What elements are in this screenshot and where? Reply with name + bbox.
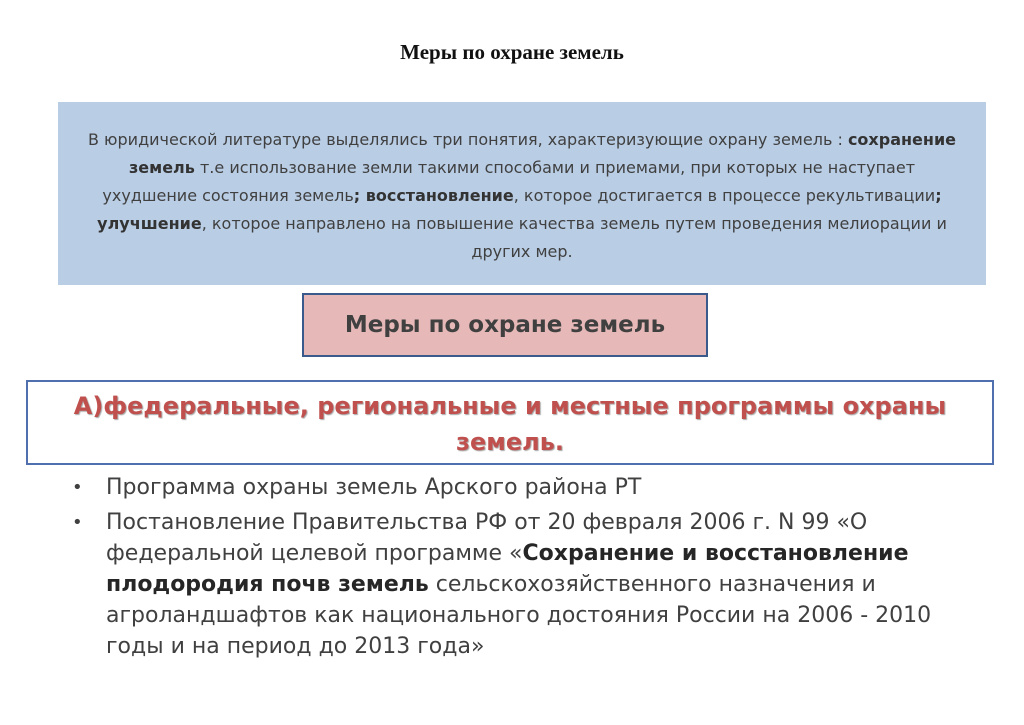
programs-heading-line-2: земель.: [456, 428, 564, 456]
programs-heading-line-1: А)федеральные, региональные и местные программы охраны: [73, 392, 947, 420]
programs-list: [72, 472, 992, 666]
term-restoration-text: , которое достигается в процессе рекультивации: [513, 186, 936, 205]
term-preservation-text: т.е использование земли такими способами и приемами, при которых не наступает ухудшение состояния земель: [102, 158, 916, 205]
term-restoration: восстановление: [365, 186, 514, 205]
list-item-text-suffix: сельскохозяйственного назначения и агроландшафтов как национального достояния России на 2006 - 2010 годы и на период до 2013 года»: [106, 572, 932, 659]
measures-heading-label: Меры по охране земель: [344, 312, 666, 338]
list-item-text-bold: Сохранение и восстановление плодородия почв земель: [106, 541, 909, 597]
definitions-box: [58, 102, 986, 285]
list-item-text-prefix: Постановление Правительства РФ от 20 февраля 2006 г. N 99 «О федеральной целевой программе «: [106, 510, 868, 566]
term-improvement-text: , которое направлено на повышение качества земель путем проведения мелиорации и других мер.: [201, 214, 947, 261]
term-preservation: сохранение земель: [128, 130, 957, 177]
separator-1: ;: [353, 186, 366, 205]
list-item: [72, 507, 992, 662]
page-title: Меры по охране земель: [400, 40, 624, 64]
separator-2: ;: [935, 186, 942, 205]
bullet-icon: •: [72, 512, 83, 533]
bullet-icon: •: [72, 477, 83, 498]
list-item-text: Программа охраны земель Арского района РТ: [106, 475, 642, 500]
definitions-intro: В юридической литературе выделялись три понятия, характеризующие охрану земель :: [87, 130, 848, 149]
term-improvement: улучшение: [97, 214, 202, 233]
programs-heading: [26, 380, 994, 465]
measures-heading: [302, 293, 708, 357]
list-item: [72, 472, 992, 503]
